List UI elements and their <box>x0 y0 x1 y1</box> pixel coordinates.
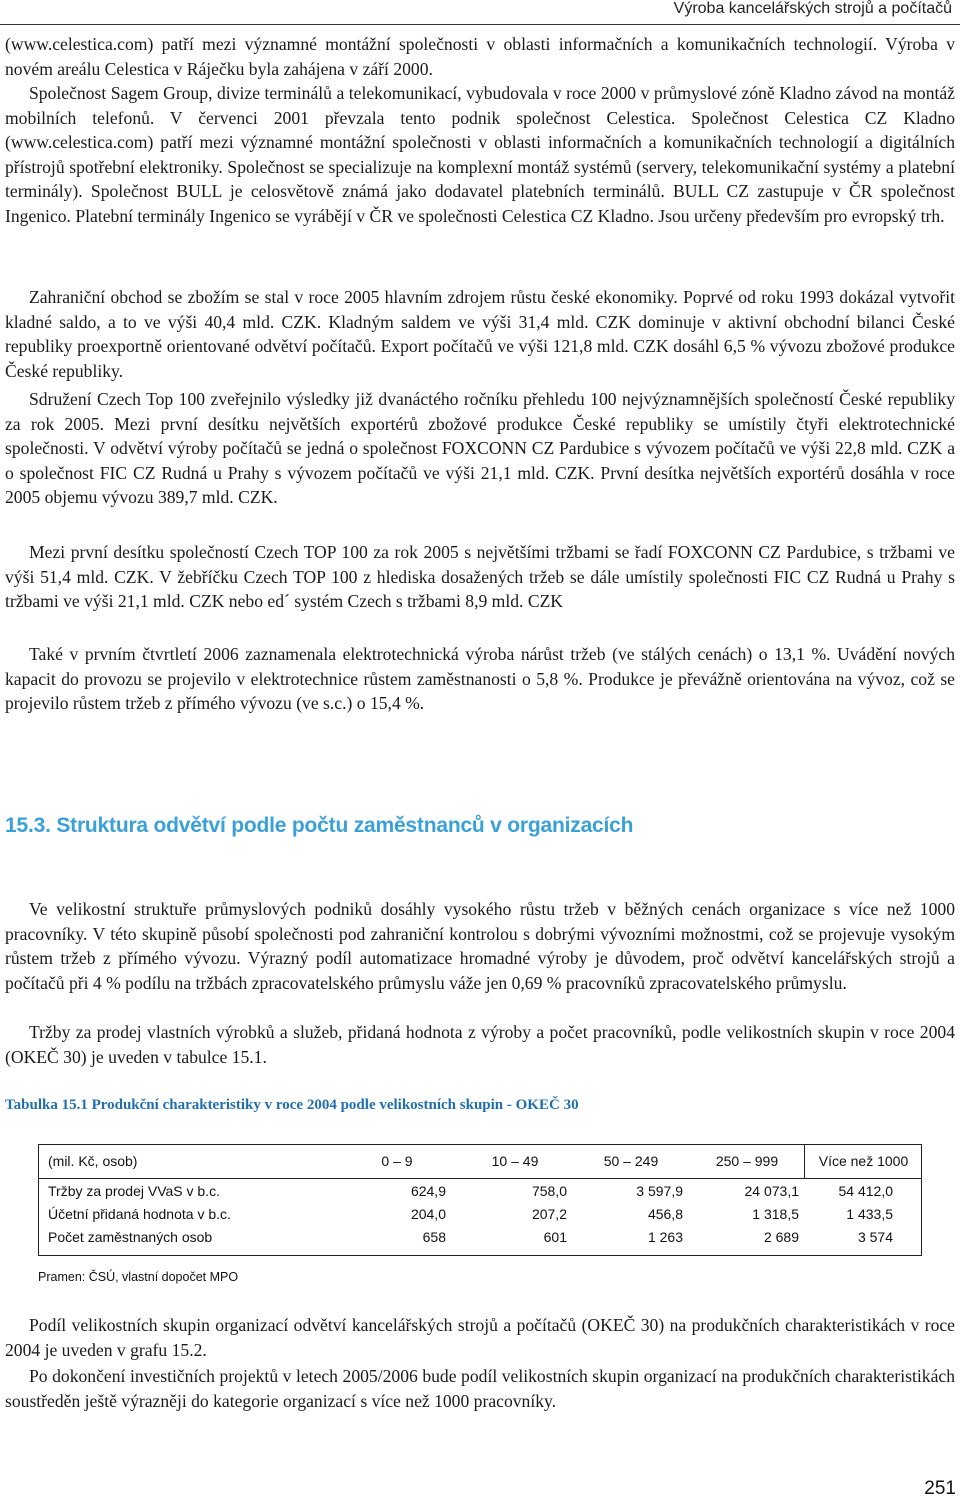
paragraph-graph-reference <box>5 1313 955 1362</box>
table-cell: 601 <box>543 1229 567 1245</box>
paragraph-czech-top-100-text: Sdružení Czech Top 100 zveřejnilo výsledky již dvanáctého ročníku přehledu 100 nejvýznamnějších společností České republiky za rok 2005. Mezi první desítku největších exportérů zbožové produkce České republiky se umístily čtyři elektrotechnické společnosti. V odvětví výroby počítačů se jedná o společnost FOXCONN CZ Pardubice s vývozem počítačů ve výši 22,8 mld. CZK a o společnost FIC CZ Rudná u Prahy s vývozem počítačů ve výši 21,1 mld. CZK. První desítka největších exportérů dosáhla v roce 2005 objemu vývozu 389,7 mld. CZK. <box>5 389 955 507</box>
table-cell: 3 574 <box>857 1229 893 1245</box>
table-row-label: Tržby za prodej VVaS v b.c. <box>48 1183 220 1199</box>
table-header-row <box>39 1145 921 1179</box>
paragraph-q1-2006-text: Také v prvním čtvrtletí 2006 zaznamenala elektrotechnická výroba nárůst tržeb (ve stálých cenách) o 13,1 %. Uvádění nových kapacit do provozu se projevilo v elektrotechnice růstem zaměstnanosti o 5,8 %. Produkce je převážně orientována na vývoz, což se projevilo růstem tržeb z přímého vývozu (ve s.c.) o 15,4 %. <box>5 644 955 713</box>
table-header-unit: (mil. Kč, osob) <box>48 1153 138 1169</box>
paragraph-sagem <box>5 81 955 228</box>
paragraph-table-reference-text: Tržby za prodej vlastních výrobků a služeb, přidaná hodnota z výroby a počet pracovníků, podle velikostních skupin v roce 2004 (OKEČ 30) je uveden v tabulce 15.1. <box>5 1022 955 1067</box>
table-row <box>39 1203 921 1226</box>
table-source: Pramen: ČSÚ, vlastní dopočet MPO <box>38 1270 239 1284</box>
table-cell: 204,0 <box>410 1206 446 1222</box>
table-cell: 624,9 <box>410 1183 446 1199</box>
paragraph-size-structure-text: Ve velikostní struktuře průmyslových podniků dosáhly vysokého růstu tržeb v běžných cenách organizace s více než 1000 pracovníky. V této skupině působí společnosti pod zahraniční kontrolou s dobrými vývozními možnostmi, což se projevuje vysokým růstem tržeb z přímého vývozu. Výrazný podíl automatizace hromadné výroby je důvodem, proč odvětví kancelářských strojů a počítačů při 4 % podílu na tržbách zpracovatelského průmyslu váže jen 0,69 % pracovníků zpracovatelského průmyslu. <box>5 899 955 993</box>
paragraph-top-revenue <box>5 540 955 614</box>
paragraph-foreign-trade <box>5 285 955 383</box>
paragraph-investment-projects-text: Po dokončení investičních projektů v letech 2005/2006 bude podíl velikostních skupin organizací na produkčních charakteristikách soustředěn ještě výrazněji do kategorie organizací s více než 1000 pracovníky. <box>5 1366 955 1411</box>
page-number: 251 <box>924 1478 956 1499</box>
paragraph-size-structure <box>5 897 955 995</box>
paragraph-investment-projects <box>5 1364 955 1413</box>
table-caption: Tabulka 15.1 Produkční charakteristiky v roce 2004 podle velikostních skupin - OKEČ 30 <box>5 1097 579 1113</box>
paragraph-sagem-text: Společnost Sagem Group, divize terminálů a telekomunikací, vybudovala v roce 2000 v průmyslové zóně Kladno závod na montáž mobilních telefonů. V červenci 2001 převzala tento podnik společnost Celestica. Společnost Celestica CZ Kladno (www.celestica.com) patří mezi významné montážní společnosti v oblasti informačních a komunikačních technologií a digitálních přístrojů spotřební elektroniky. Společnost se specializuje na komplexní montáž systémů (servery, telekomunikační systémy a platební terminály). Společnost BULL je celosvětově známá jako dodavatel platebních terminálů. BULL CZ zastupuje v ČR společnost Ingenico. Platební terminály Ingenico se vyrábějí v ČR ve společnosti Celestica CZ Kladno. Jsou určeny především pro evropský trh. <box>5 83 955 226</box>
table-cell: 1 263 <box>647 1229 683 1245</box>
table-header-col-4: 250 – 999 <box>715 1153 779 1169</box>
table-cell: 1 433,5 <box>846 1206 893 1222</box>
table-cell: 456,8 <box>647 1206 683 1222</box>
table-header-col-5: Více než 1000 <box>804 1145 922 1178</box>
paragraph-graph-reference-text: Podíl velikostních skupin organizací odvětví kancelářských strojů a počítačů (OKEČ 30) na produkčních charakteristikách v roce 2004 je uveden v grafu 15.2. <box>5 1315 955 1360</box>
paragraph-top-revenue-text: Mezi první desítku společností Czech TOP 100 za rok 2005 s největšími tržbami se řadí FOXCONN CZ Pardubice, s tržbami ve výši 51,4 mld. CZK. V žebříčku Czech TOP 100 z hlediska dosažených tržeb se dále umístily společnosti FIC CZ Rudná u Prahy s tržbami ve výši 21,1 mld. CZK nebo ed´ systém Czech s tržbami 8,9 mld. CZK <box>5 542 955 611</box>
section-heading: 15.3. Struktura odvětví podle počtu zaměstnanců v organizacích <box>5 814 634 837</box>
table-cell: 54 412,0 <box>838 1183 893 1199</box>
table-header-col-3: 50 – 249 <box>603 1153 659 1169</box>
running-head: Výroba kancelářských strojů a počítačů <box>673 0 952 17</box>
table-row-label: Účetní přidaná hodnota v b.c. <box>48 1206 231 1222</box>
header-rule <box>0 24 960 25</box>
paragraph-q1-2006 <box>5 642 955 716</box>
paragraph-table-reference <box>5 1020 955 1069</box>
table-cell: 658 <box>422 1229 446 1245</box>
table-cell: 1 318,5 <box>752 1206 799 1222</box>
table-cell: 2 689 <box>763 1229 799 1245</box>
table-row <box>39 1226 921 1249</box>
table-header-col-1: 0 – 9 <box>381 1153 413 1169</box>
table-cell: 24 073,1 <box>744 1183 799 1199</box>
table-header-col-2: 10 – 49 <box>491 1153 539 1169</box>
table-cell: 3 597,9 <box>636 1183 683 1199</box>
table-row <box>39 1180 921 1203</box>
table-cell: 758,0 <box>531 1183 567 1199</box>
table-cell: 207,2 <box>531 1206 567 1222</box>
paragraph-czech-top-100 <box>5 387 955 510</box>
paragraph-celestica-intro: (www.celestica.com) patří mezi významné montážní společnosti v oblasti informačních a komunikačních technologií. Výroba v novém areálu Celestica v Ráječku byla zahájena v září 2000. <box>5 34 955 79</box>
production-table <box>38 1144 922 1256</box>
table-row-label: Počet zaměstnaných osob <box>48 1229 213 1245</box>
paragraph-foreign-trade-text: Zahraniční obchod se zbožím se stal v roce 2005 hlavním zdrojem růstu české ekonomiky. Poprvé od roku 1993 dokázal vytvořit kladné saldo, a to ve výši 40,4 mld. CZK. Kladným saldem ve výši 31,4 mld. CZK dominuje v aktivní obchodní bilanci České republiky proexportně orientované odvětví počítačů. Export počítačů ve výši 121,8 mld. CZK dosáhl 6,5 % vývozu zbožové produkce České republiky. <box>5 287 955 381</box>
